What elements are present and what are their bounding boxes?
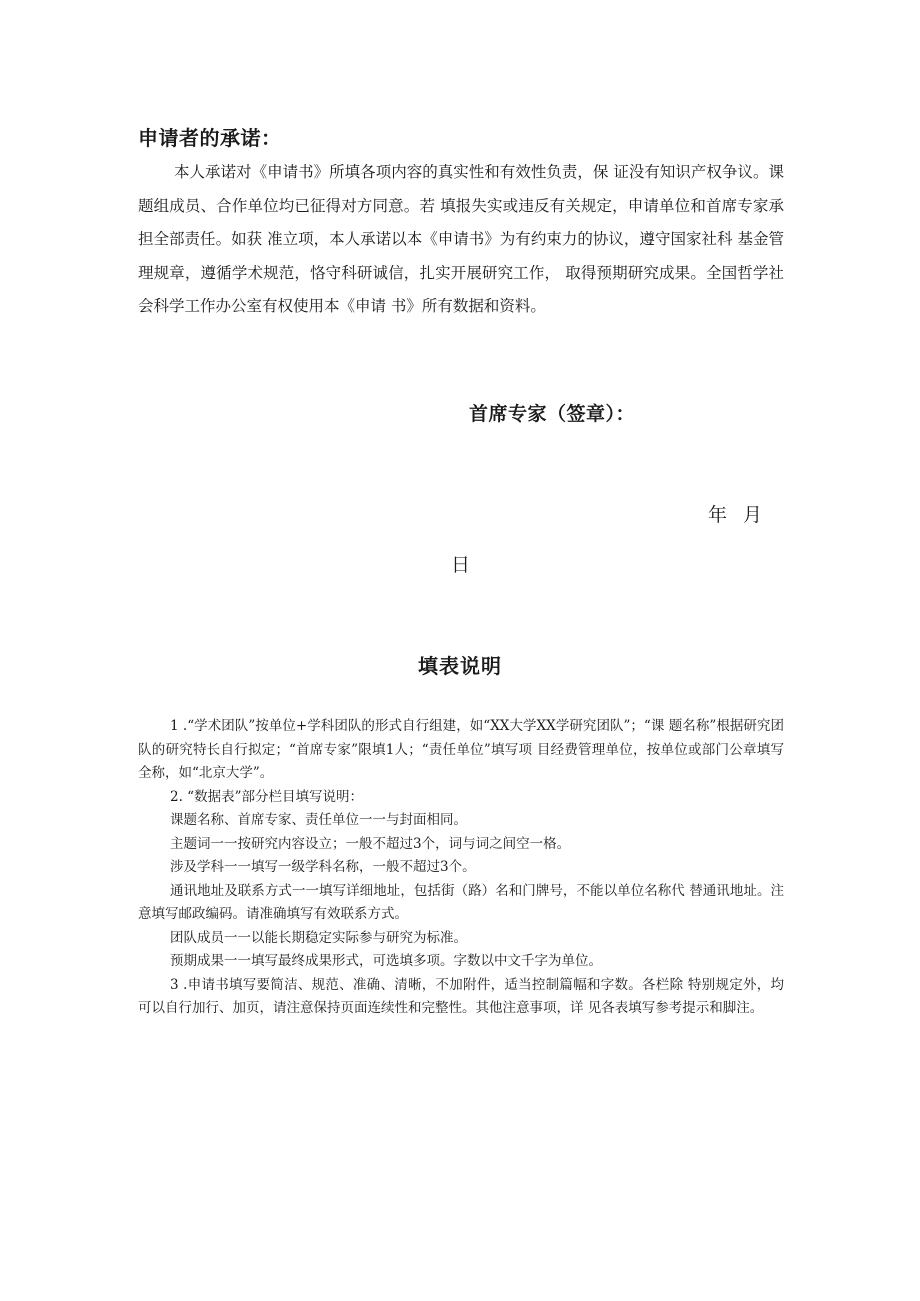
instruction-item-1: 1 .“学术团队”按单位+学科团队的形式自行组建，如“XX大学XX学研究团队”；“课 题名称”根据研究团队的研究特长自行拟定；“首席专家”限填1人；“责任单位”填写项 目经费管理单位，按单位或部门公章填写全称，如“北京大学”。 <box>138 718 784 781</box>
instruction-item-disciplines: 涉及学科一一填写一级学科名称，一般不超过3个。 <box>170 859 476 875</box>
instruction-item-address: 通讯地址及联系方式一一填写详细地址，包括街（路）名和门牌号，不能以单位名称代 替通讯地址。注意填写邮政编码。请准确填写有效联系方式。 <box>138 882 784 922</box>
date-year-month: 年 月 <box>708 504 763 526</box>
instruction-item-2: 2. “数据表”部分栏目填写说明： <box>170 788 363 805</box>
pledge-body: 本人承诺对《申请书》所填各项内容的真实性和有效性负责，保 证没有知识产权争议。课题组成员、合作单位均已征得对方同意。若 填报失实或违反有关规定，申请单位和首席专家承担全部责任。如获 准立项，本人承诺以本《申请书》为有约束力的协议，遵守国家社科 基金管理规章，遵循学术规范，恪守科研诚信，扎实开展研究工作， 取得预期研究成果。全国哲学社会科学工作办公室有权使用本《申请 书》所有数据和资料。 <box>138 163 784 315</box>
instructions-title: 填表说明 <box>418 654 502 678</box>
instruction-item-team-members: 团队成员一一以能长期稳定实际参与研究为标准。 <box>170 929 467 946</box>
chief-expert-signature-label: 首席专家（签章）： <box>469 403 636 425</box>
instructions-list <box>138 715 784 1021</box>
instruction-item-topic-name: 课题名称、首席专家、责任单位一一与封面相同。 <box>170 812 467 828</box>
instruction-item-expected-results: 预期成果一一填写最终成果形式，可选填多项。字数以中文千字为单位。 <box>170 953 602 969</box>
date-day: 日 <box>451 554 471 576</box>
instruction-item-3: 3 .申请书填写要简洁、规范、准确、清晰，不加附件，适当控制篇幅和字数。各栏除 特别规定外，均可以自行加行、加页，请注意保持页面连续性和完整性。其他注意事项，详 见各表填写参考提示和脚注。 <box>138 976 784 1016</box>
instruction-item-keywords: 主题词一一按研究内容设立；一般不超过3个，词与词之间空一格。 <box>170 835 571 852</box>
pledge-heading: 申请者的承诺： <box>138 126 282 150</box>
